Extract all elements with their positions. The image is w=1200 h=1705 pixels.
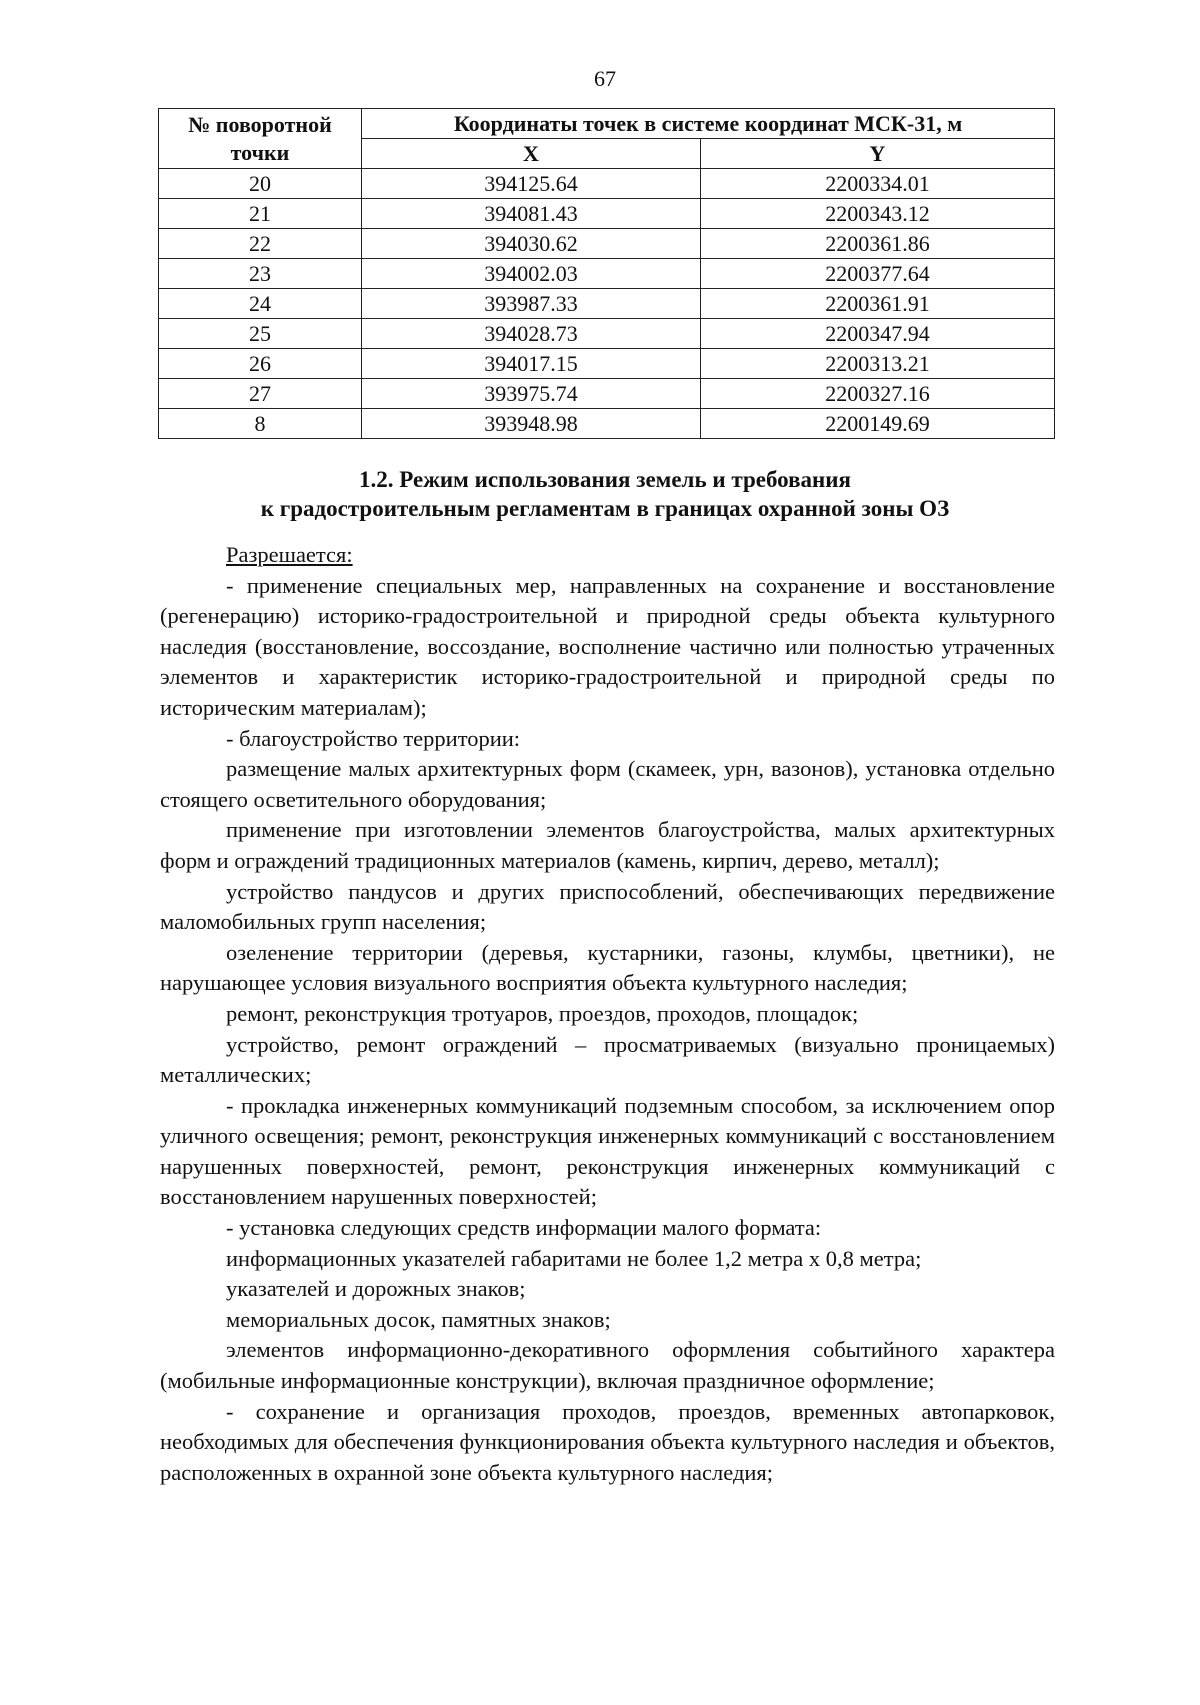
- table-row: [159, 169, 1055, 199]
- paragraph: - сохранение и организация проходов, проездов, временных автопарковок, необходимых для обеспечения функционирования объекта культурного наследия и объектов, расположенных в охранной зоне объекта культурного наследия;: [160, 1398, 1055, 1485]
- header-coordinates: Координаты точек в системе координат МСК-31, м: [362, 109, 1055, 139]
- cell-y: 2200313.21: [701, 349, 1055, 379]
- paragraph: ремонт, реконструкция тротуаров, проездов, проходов, площадок;: [226, 1000, 859, 1026]
- paragraph: указателей и дорожных знаков;: [226, 1276, 526, 1302]
- table-row: [159, 409, 1055, 439]
- cell-y: 2200334.01: [701, 169, 1055, 199]
- paragraph: устройство, ремонт ограждений – просматриваемых (визуально проницаемых) металлических;: [160, 1031, 1055, 1088]
- paragraph: мемориальных досок, памятных знаков;: [226, 1306, 611, 1332]
- cell-point: 20: [159, 169, 362, 199]
- header-y: Y: [701, 139, 1055, 169]
- table-row: [159, 289, 1055, 319]
- header-x: X: [362, 139, 701, 169]
- table-row: [159, 259, 1055, 289]
- cell-point: 24: [159, 289, 362, 319]
- section-title-line2: к градостроительным регламентам в границах охранной зоны ОЗ: [260, 496, 950, 521]
- paragraph: информационных указателей габаритами не более 1,2 метра х 0,8 метра;: [226, 1245, 922, 1271]
- cell-x: 394081.43: [362, 199, 701, 229]
- cell-point: 8: [159, 409, 362, 439]
- cell-point: 25: [159, 319, 362, 349]
- paragraph: применение при изготовлении элементов благоустройства, малых архитектурных форм и ограждений традиционных материалов (камень, кирпич, дерево, металл);: [160, 817, 1055, 873]
- paragraph: размещение малых архитектурных форм (скамеек, урн, вазонов), установка отдельно стоящего осветительного оборудования;: [160, 756, 1055, 812]
- section-title-line1: 1.2. Режим использования земель и требования: [359, 467, 851, 492]
- cell-point: 22: [159, 229, 362, 259]
- table-row: [159, 349, 1055, 379]
- table-row: [159, 379, 1055, 409]
- cell-point: 27: [159, 379, 362, 409]
- cell-y: 2200361.91: [701, 289, 1055, 319]
- cell-y: 2200361.86: [701, 229, 1055, 259]
- cell-point: 21: [159, 199, 362, 229]
- cell-x: 394002.03: [362, 259, 701, 289]
- header-point-number: № поворотной точки: [159, 109, 362, 169]
- table-row: [159, 319, 1055, 349]
- cell-y: 2200149.69: [701, 409, 1055, 439]
- page-number: 67: [594, 66, 616, 91]
- cell-x: 394028.73: [362, 319, 701, 349]
- paragraph: - применение специальных мер, направленных на сохранение и восстановление (регенерацию) историко-градостроительной и природной среды объекта культурного наследия (восстановление, воссоздание, восполнение частично или полностью утраченных элементов и характеристик историко-градостроительной и природной среды по историческим материалам);: [160, 572, 1055, 720]
- cell-y: 2200343.12: [701, 199, 1055, 229]
- paragraph: устройство пандусов и других приспособлений, обеспечивающих передвижение маломобильных групп населения;: [160, 878, 1055, 935]
- cell-x: 393987.33: [362, 289, 701, 319]
- paragraph: - прокладка инженерных коммуникаций подземным способом, за исключением опор уличного освещения; ремонт, реконструкция инженерных коммуникаций с восстановлением нарушенных поверхностей, ремонт, реконструкция инженерных коммуникаций с восстановлением нарушенных поверхностей;: [160, 1092, 1055, 1210]
- allowed-label: Разрешается:: [226, 542, 353, 567]
- paragraph: - установка следующих средств информации малого формата:: [226, 1215, 822, 1241]
- cell-y: 2200377.64: [701, 259, 1055, 289]
- section-title: [0, 465, 1200, 523]
- paragraph: - благоустройство территории:: [226, 725, 521, 751]
- cell-y: 2200327.16: [701, 379, 1055, 409]
- paragraph: элементов информационно-декоративного оформления событийного характера (мобильные информационные конструкции), включая праздничное оформление;: [160, 1337, 1055, 1394]
- cell-x: 394017.15: [362, 349, 701, 379]
- cell-point: 26: [159, 349, 362, 379]
- coordinates-table: [158, 108, 1055, 439]
- table-row: [159, 199, 1055, 229]
- cell-x: 394030.62: [362, 229, 701, 259]
- table-row: [159, 229, 1055, 259]
- section-body: [160, 540, 1055, 1488]
- cell-y: 2200347.94: [701, 319, 1055, 349]
- cell-point: 23: [159, 259, 362, 289]
- cell-x: 393975.74: [362, 379, 701, 409]
- cell-x: 394125.64: [362, 169, 701, 199]
- paragraph: озеленение территории (деревья, кустарники, газоны, клумбы, цветники), не нарушающее условия визуального восприятия объекта культурного наследия;: [160, 939, 1055, 996]
- cell-x: 393948.98: [362, 409, 701, 439]
